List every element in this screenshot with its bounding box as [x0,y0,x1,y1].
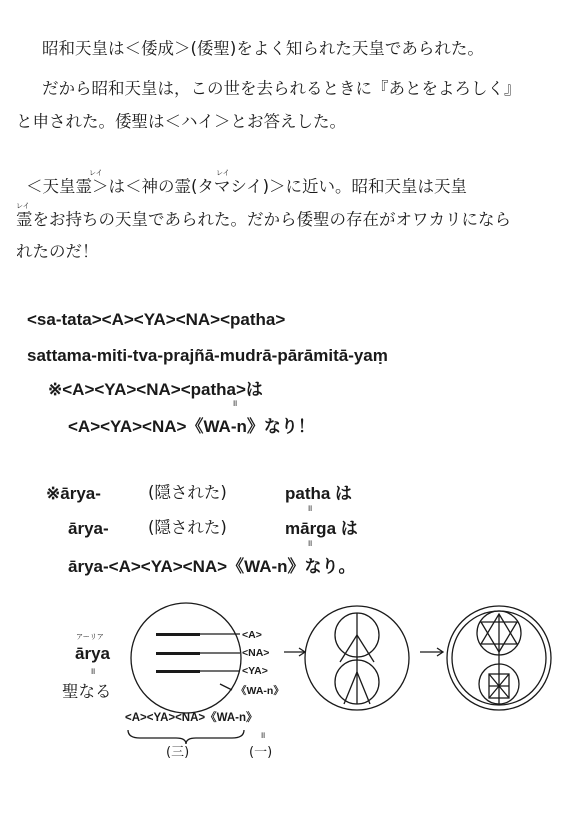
note2-row1-patha: patha は [285,484,353,503]
circle-three-bars [131,603,241,713]
diagram-bottom-equal: ॥ [260,731,266,741]
mantra-line2: sattama-miti-tva-prajñā-mudrā-pārāmitā-yaṃ [27,346,388,365]
note1-equal-sign: ॥ [232,399,238,409]
note2-row2-hidden: (隠された) [148,518,227,537]
note2-equal-sign-2: ॥ [307,539,313,549]
para2-line1: ＜天皇霊＞は＜神の霊(タマシイ)＞に近い。昭和天皇は天皇 [26,177,468,196]
diagram-ruby-arya: アーリア [76,633,104,641]
note2-row1-arya: ※ārya- [46,484,101,503]
diagram-holy: 聖なる [62,682,112,701]
note1-line1: ※<A><YA><NA><patha>は [48,380,263,399]
label-wa-n: 《WA-n》 [236,685,284,697]
note1-line2: <A><YA><NA>《WA-n》なり！ [68,417,315,436]
bar-ya [156,670,200,673]
ruby-rei-1: レイ [89,169,103,177]
ruby-rei-2: レイ [216,169,230,177]
diagram-equal-sign: ॥ [90,667,96,677]
mantra-line1: <sa-tata><A><YA><NA><patha> [27,310,286,329]
label-one: (一) [249,745,273,760]
brace-three [128,730,244,744]
note2-row1-hidden: (隠された) [148,483,227,502]
para2-line3: れたのだ！ [16,242,99,261]
diagram-bottom-formula: <A><YA><NA>《WA-n》 [125,712,258,724]
label-na: <NA> [242,647,270,659]
para1-line2: だから昭和天皇は，この世を去られるときに『あとをよろしく』 [42,79,521,98]
note2-equal-sign-1: ॥ [307,504,313,514]
para2-line2: 霊をお持ちの天皇であられた。だから倭聖の存在がオワカリになら [16,210,511,229]
label-ya: <YA> [242,665,268,677]
note2-row2-arya: ārya- [68,519,109,538]
note2-row3: ārya-<A><YA><NA>《WA-n》なり。 [68,557,356,576]
note2-row2-marga: mārga は [285,519,358,538]
label-three: (三) [166,745,190,760]
bar-a [156,633,200,636]
ruby-rei-3: レイ [16,202,30,210]
bar-na [156,652,200,655]
para1-line1: 昭和天皇は＜倭成＞(倭聖)をよく知られた天皇であられた。 [42,39,484,58]
diagram-arya: ārya [75,644,110,663]
label-a: <A> [242,629,262,641]
para1-line3: と申された。倭聖は＜ハイ＞とお答えした。 [16,112,346,131]
